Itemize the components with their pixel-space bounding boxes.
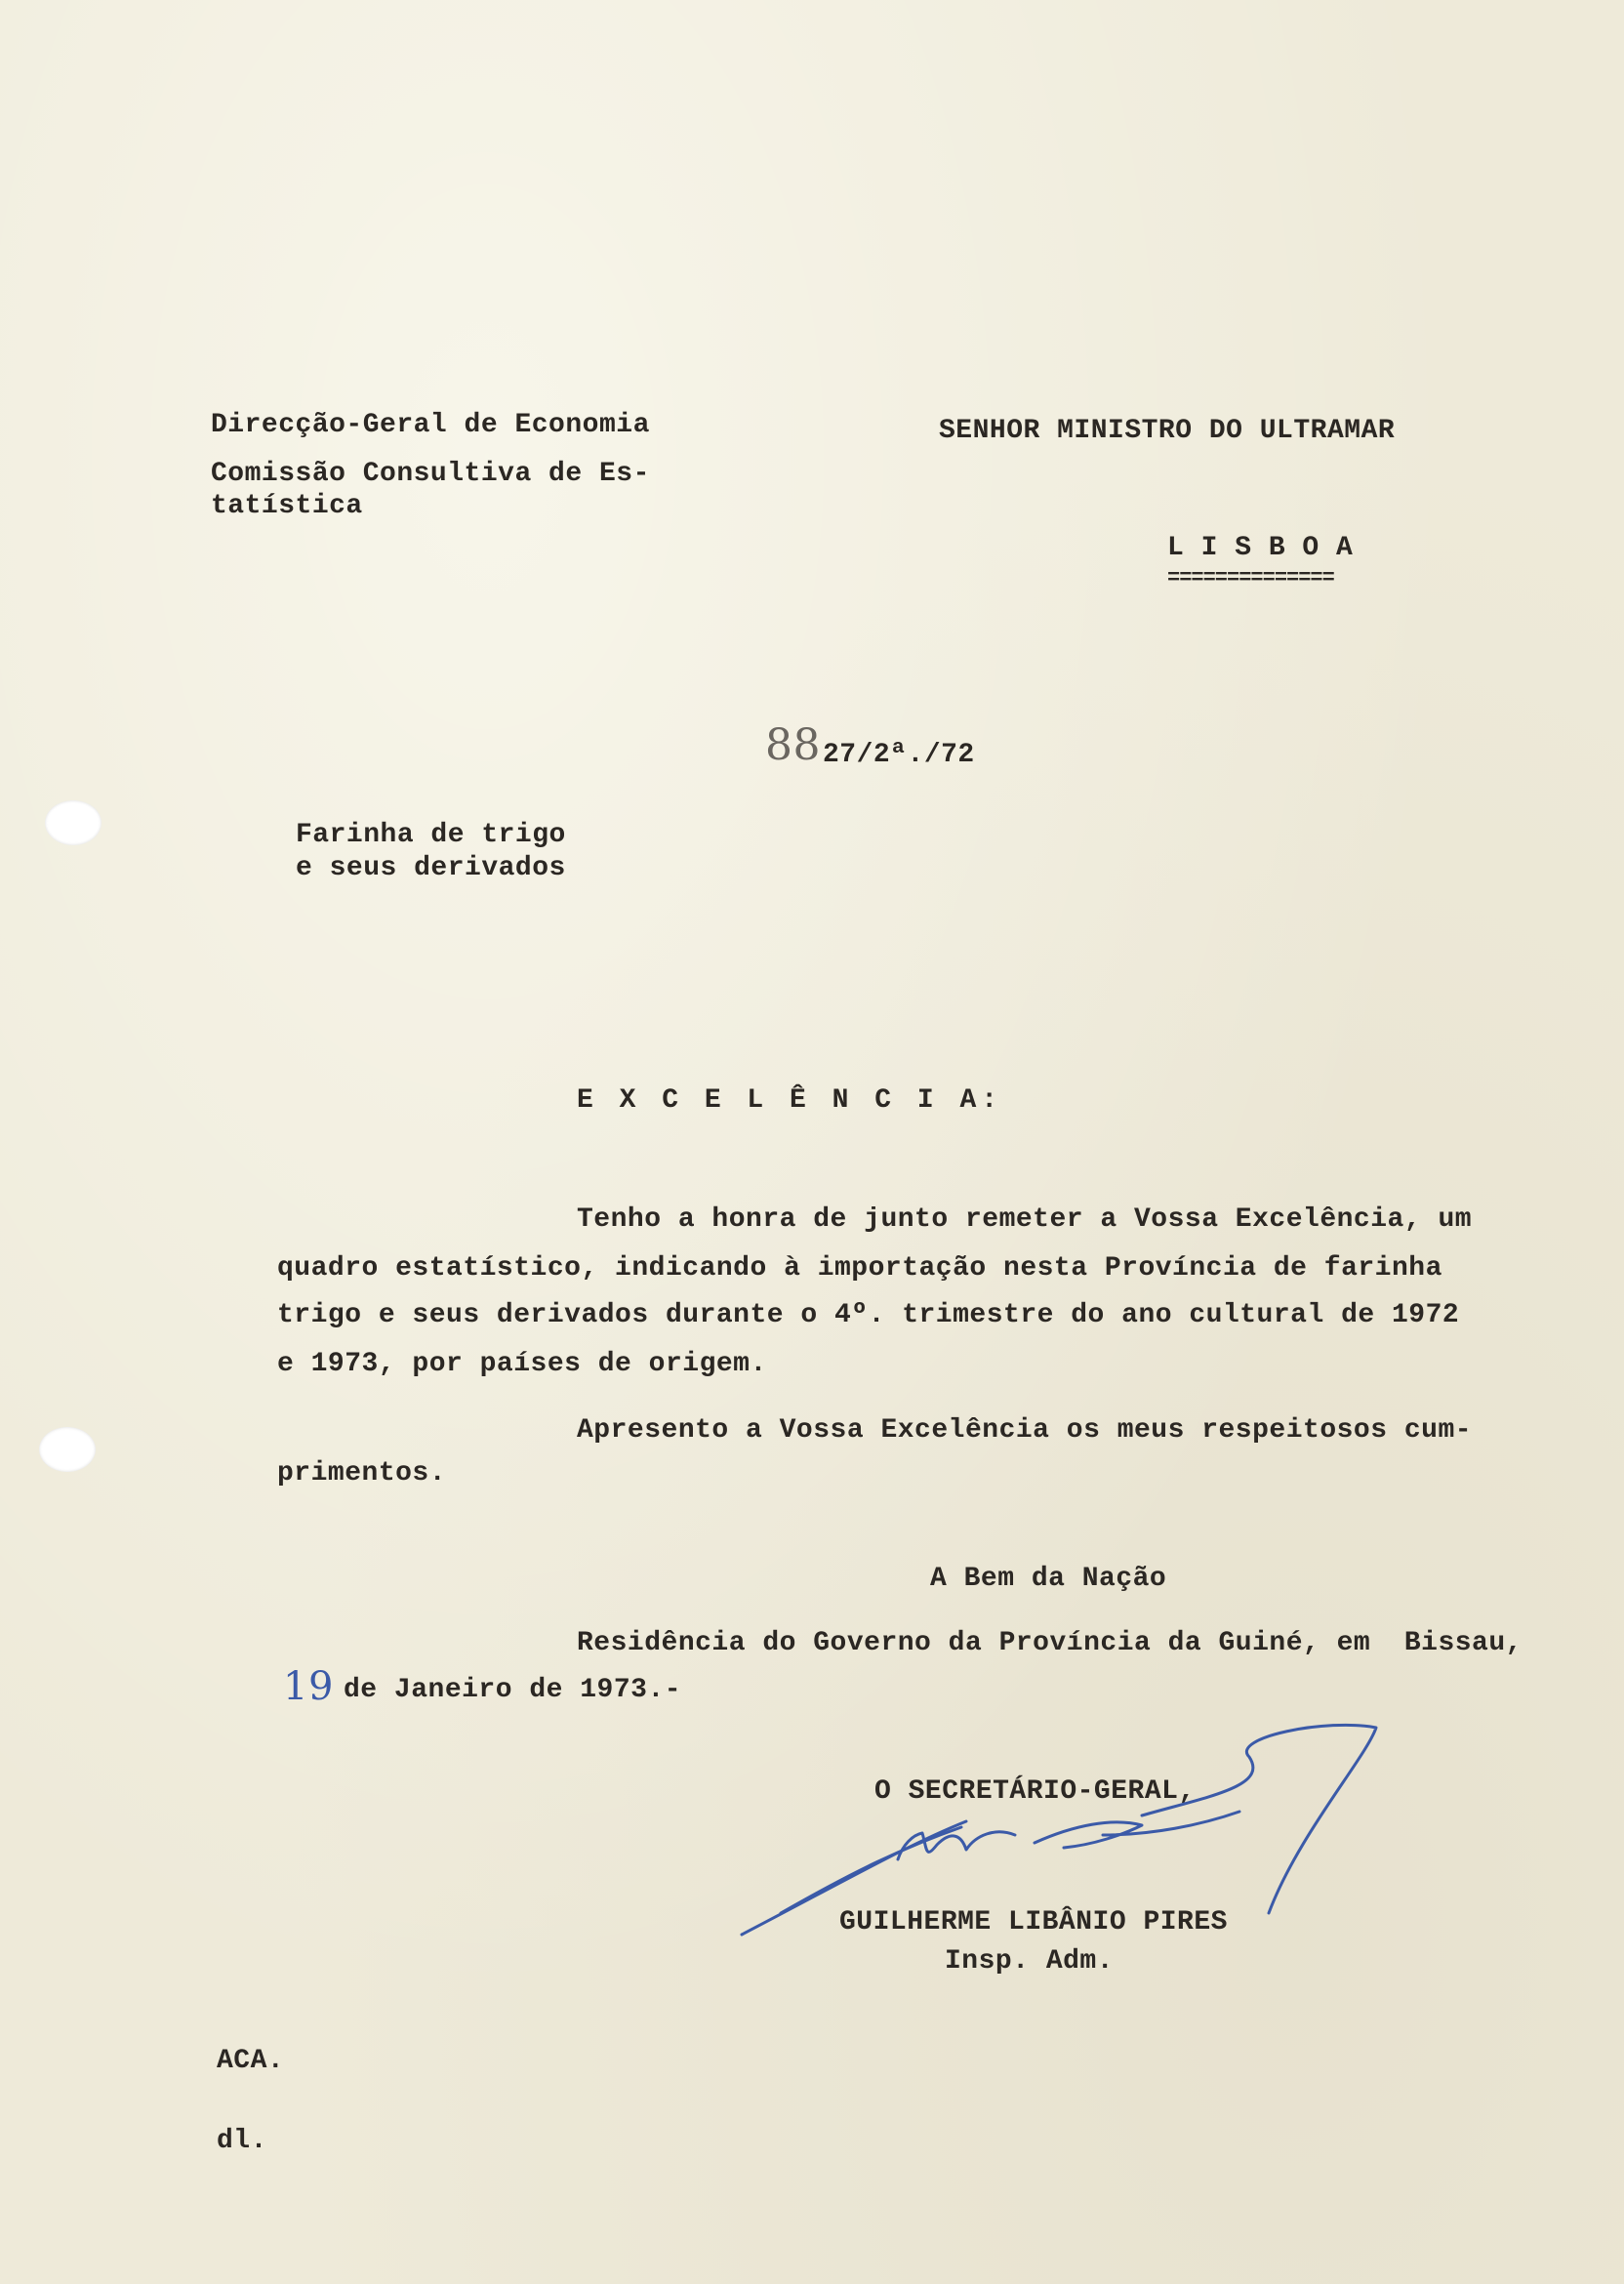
closing-place-line-1: Residência do Governo da Província da Guiné, em Bissau,: [577, 1628, 1522, 1658]
closing-day-handwritten: 19: [283, 1664, 334, 1709]
addressee: SENHOR MINISTRO DO ULTRAMAR: [939, 416, 1396, 446]
department-line-2: Comissão Consultiva de Es-: [211, 459, 650, 489]
punch-hole-bottom: [39, 1427, 96, 1472]
salutation: E X C E L Ê N C I A:: [577, 1085, 1003, 1116]
signature-name: GUILHERME LIBÂNIO PIRES: [839, 1907, 1228, 1937]
department-line-1: Direcção-Geral de Economia: [211, 410, 650, 440]
city: L I S B O A: [1167, 533, 1354, 563]
city-underline: ==============: [1167, 566, 1334, 591]
reference-number: 27/2ª./72: [823, 740, 975, 770]
department-line-3: tatística: [211, 491, 363, 521]
closing-motto: A Bem da Nação: [930, 1564, 1167, 1594]
body-p1-line-4: e 1973, por países de origem.: [277, 1349, 767, 1379]
body-p1-line-1: Tenho a honra de junto remeter a Vossa Excelência, um: [577, 1204, 1473, 1235]
footer-initials-2: dl.: [217, 2126, 267, 2156]
body-p2-line-2: primentos.: [277, 1458, 447, 1489]
body-p1-line-2: quadro estatístico, indicando à importação nesta Província de farinha: [277, 1253, 1442, 1284]
subject-line-2: e seus derivados: [296, 853, 566, 883]
footer-initials-1: ACA.: [217, 2046, 285, 2076]
closing-place-line-2: de Janeiro de 1973.-: [344, 1675, 682, 1705]
signature-rank: Insp. Adm.: [945, 1946, 1115, 1977]
signature-title: O SECRETÁRIO-GERAL,: [874, 1776, 1196, 1807]
body-p2-line-1: Apresento a Vossa Excelência os meus respeitosos cum-: [577, 1415, 1473, 1446]
subject-line-1: Farinha de trigo: [296, 820, 566, 850]
body-p1-line-3: trigo e seus derivados durante o 4º. trimestre do ano cultural de 1972: [277, 1300, 1460, 1330]
punch-hole-top: [45, 800, 102, 845]
reference-handwritten-number: 88: [765, 720, 821, 770]
